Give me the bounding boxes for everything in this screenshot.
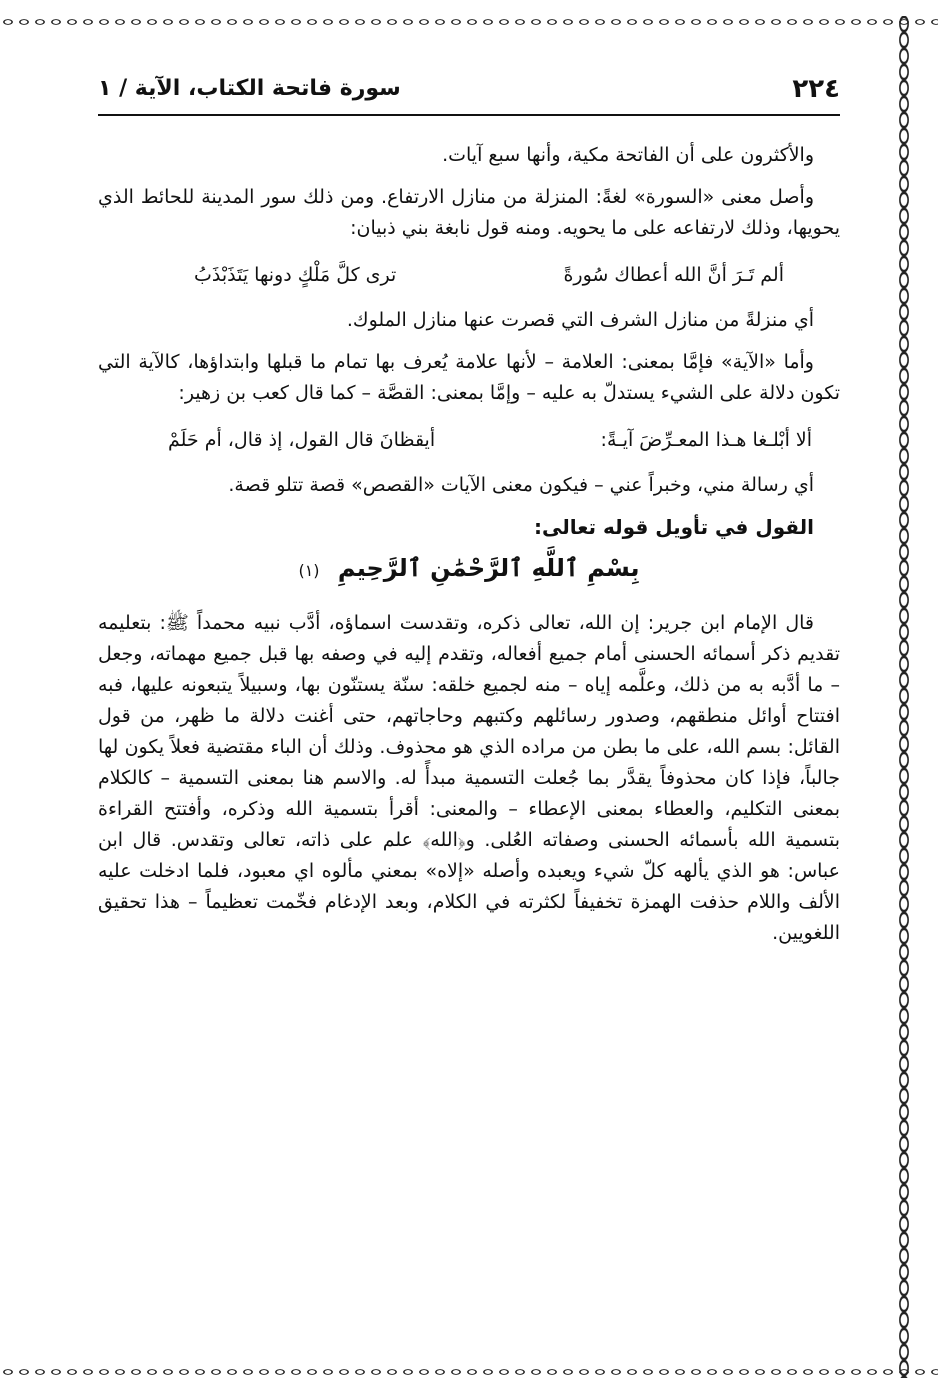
page-body — [98, 140, 840, 960]
basmala-verse — [98, 553, 840, 586]
paragraph-3: أي منزلةً من منازل الشرف التي قصرت عنها منازل الملوك. — [346, 309, 814, 331]
page-header — [98, 74, 840, 116]
page-number: ٢٢٤ — [792, 74, 840, 104]
verse-2-first-hemistich: ألا أبْلـغا هـذا المعـرِّضَ آيـةً: — [600, 429, 812, 451]
bottom-ornamental-border — [0, 1366, 938, 1378]
paragraph-2: وأصل معنى «السورة» لغةً: المنزلة من منازل الارتفاع. ومن ذلك سور المدينة للحائط الذي يحويها، وذلك لارتفاعه على ما يحويه. ومنه قول نابغة بني ذبيان: — [98, 186, 840, 239]
poetry-verse-1 — [98, 255, 840, 295]
section-heading: القول في تأويل قوله تعالى: — [534, 515, 814, 539]
paragraph-1: والأكثرون على أن الفاتحة مكية، وأنها سبع آيات. — [442, 144, 814, 166]
verse-number: (١) — [298, 561, 320, 580]
poetry-verse-2 — [98, 420, 840, 460]
running-title: سورة فاتحة الكتاب، الآية / ١ — [98, 76, 401, 101]
verse-1-second-hemistich: ترى كلَّ مَلْكٍ دونها يَتَذَبْذَبُ — [194, 264, 397, 286]
verse-1-first-hemistich: ألم تَـرَ أنَّ الله أعطاك سُورةً — [563, 264, 784, 286]
paragraph-4: وأما «الآية» فإمَّا بمعنى: العلامة – لأنها علامة يُعرف بها تمام ما قبلها وابتداؤها، كالآية التي تكون دلالة على الشيء يستدلّ به عليه – وإمَّا بمعنى: القصَّة – كما قال كعب بن زهير: — [98, 351, 840, 404]
paragraph-6: قال الإمام ابن جرير: إن الله، تعالى ذكره، وتقدست اسماؤه، أدَّب نبيه محمداً ﷺ: بتعليمه تقديم ذكر أسمائه الحسنى أمام جميع أفعاله، وتقدم إليه في وصفه بها قبل جميع مهماته، وجعل – ما أدَّبه به من ذلك، وعلَّمه إياه – منه لجميع خلقه: سنّة يستنّون بها، وسبيلاً يتبعونه عليها، فبه افتتاح أوائل منطقهم، وصدور رسائلهم وكتبهم وحاجاتهم، حتى أغنت دلالة ما ظهر، من قول القائل: بسم الله، على ما بطن من مراده الذي هو محذوف. وذلك أن الباء مقتضية فعلاً يكون لها جالباً، فإذا كان محذوفاً يقدَّر بما جُعلت التسمية مبدأً له. والاسم هنا بمعنى التسمية – كالكلام بمعنى التكليم، والعطاء بمعنى الإعطاء – والمعنى: أقرأ بتسمية الله وذكره، وأفتتح القراءة بتسمية الله بأسمائه الحسنى وصفاته العُلى. و﴿الله﴾ علم على ذاته، تعالى وتقدس. قال ابن عباس: هو الذي يألهه كلّ شيء ويعبده وأصله «إلاه» بمعني مألوه اي معبود، فلما ادخلت عليه الألف واللام حذفت الهمزة تخفيفاً لكثرته في الكلام، وبعد الإدغام فخّمت تعظيماً – هذا تحقيق اللغويين. — [98, 612, 840, 944]
verse-2-second-hemistich: أيقظانَ قال القول، إذ قال، أم حَلَمْ — [168, 429, 436, 451]
paragraph-5: أي رسالة مني، وخبراً عني – فيكون معنى الآيات «القصص» قصة تتلو قصة. — [228, 474, 814, 496]
top-ornamental-border — [0, 16, 938, 28]
basmala-text: بِسْمِ ٱللَّهِ ٱلرَّحْمَٰنِ ٱلرَّحِيمِ — [337, 554, 640, 582]
right-ornamental-border — [898, 16, 910, 1378]
